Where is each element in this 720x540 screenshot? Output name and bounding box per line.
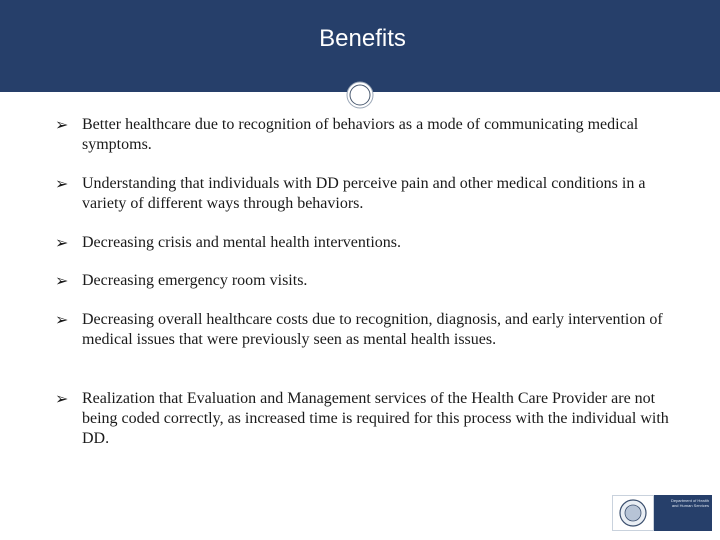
- slide-title: Benefits: [319, 25, 406, 52]
- seal-icon: [346, 81, 374, 109]
- bullet-text: Decreasing emergency room visits.: [82, 272, 308, 289]
- logo-org-line1: Department of Health: [670, 498, 709, 503]
- bullet-item: [55, 271, 675, 291]
- state-seal-icon: [613, 496, 653, 530]
- arrow-bullet-icon: ➢: [55, 233, 69, 252]
- bullet-item: [55, 310, 675, 350]
- logo-panel: [654, 495, 712, 531]
- department-logo: [612, 495, 712, 531]
- logo-seal-box: [612, 495, 654, 531]
- arrow-bullet-icon: ➢: [55, 389, 69, 408]
- bullet-item: [55, 115, 675, 155]
- bullet-text: Better healthcare due to recognition of behaviors as a mode of communicating medical symptoms.: [82, 116, 639, 153]
- logo-org-line2: and Human Services: [671, 503, 709, 508]
- arrow-bullet-icon: ➢: [55, 310, 69, 329]
- bullet-item: [55, 389, 675, 449]
- bullet-text: Realization that Evaluation and Management services of the Health Care Provider are not being coded correctly, as increased time is required for this process with the individual with DD.: [82, 390, 669, 447]
- arrow-bullet-icon: ➢: [55, 174, 69, 193]
- arrow-bullet-icon: ➢: [55, 271, 69, 290]
- bullet-text: Decreasing crisis and mental health interventions.: [82, 234, 402, 251]
- title-bar: [0, 0, 720, 92]
- bullet-item: [55, 233, 675, 253]
- bullet-item: [55, 174, 675, 214]
- arrow-bullet-icon: ➢: [55, 115, 69, 134]
- bullet-text: Understanding that individuals with DD perceive pain and other medical conditions in a variety of different ways through behaviors.: [82, 175, 646, 212]
- bullet-text: Decreasing overall healthcare costs due to recognition, diagnosis, and early intervention of medical issues that were previously seen as mental health issues.: [82, 311, 663, 348]
